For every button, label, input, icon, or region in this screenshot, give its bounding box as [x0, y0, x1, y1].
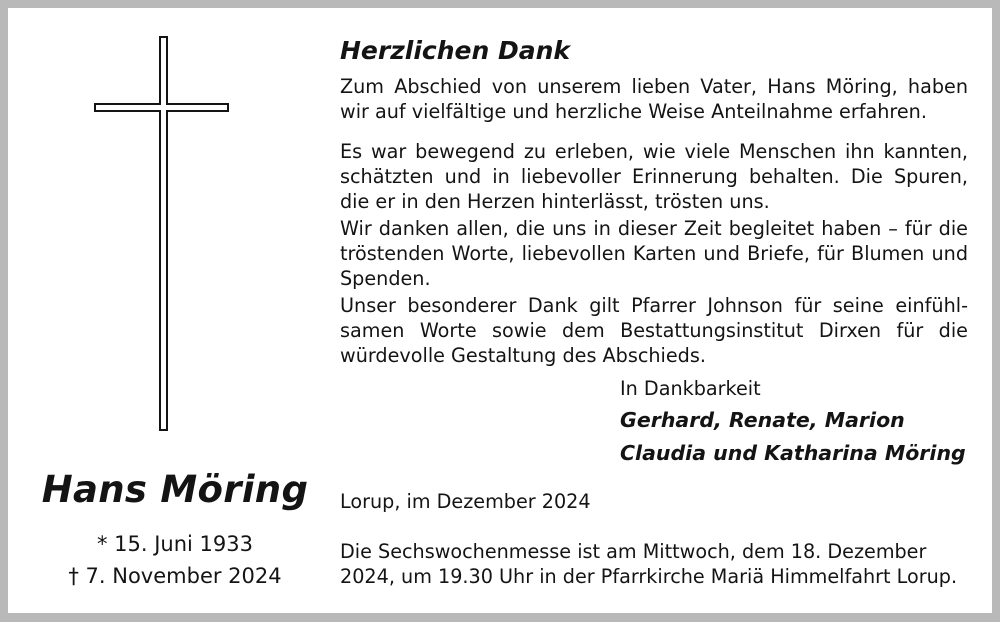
cross-icon	[94, 36, 240, 432]
thanks-paragraph: Zum Abschied von unserem lieben Vater, Hans Möring, haben wir auf vielfältige und herzliche Weise Anteilnahme erfahren.	[340, 75, 968, 124]
death-date: † 7. November 2024	[68, 564, 282, 588]
thanks-paragraph: Unser besonderer Dank gilt Pfarrer Johnson für seine einfühlsamen Worte sowie dem Bestattungsinstitut Dirxen für die würdevolle Gestaltung des Abschieds.	[340, 294, 968, 368]
signer-line: Gerhard, Renate, Marion	[620, 408, 905, 432]
obituary-card	[8, 8, 992, 613]
deceased-name: Hans Möring	[41, 468, 309, 511]
signer-line: Claudia und Katharina Möring	[620, 441, 966, 465]
birth-date: * 15. Juni 1933	[96, 532, 253, 556]
thanks-heading: Herzlichen Dank	[340, 36, 571, 65]
thanks-paragraph: Wir danken allen, die uns in dieser Zeit begleitet haben – für die tröstenden Worte, liebevollen Karten und Briefe, für Blumen und Spenden.	[340, 217, 968, 291]
closing-phrase: In Dankbarkeit	[620, 377, 761, 400]
thanks-paragraph: Es war bewegend zu erleben, wie viele Menschen ihn kannten, schätzten und in liebevoller Erinnerung behalten. Die Spuren, die er in den Herzen hinterlässt, trösten uns.	[340, 140, 968, 214]
mass-info: Die Sechswochenmesse ist am Mittwoch, dem 18. Dezember 2024, um 19.30 Uhr in der Pfarrkirche Mariä Himmelfahrt Lorup.	[340, 540, 958, 588]
place-date: Lorup, im Dezember 2024	[340, 490, 591, 513]
